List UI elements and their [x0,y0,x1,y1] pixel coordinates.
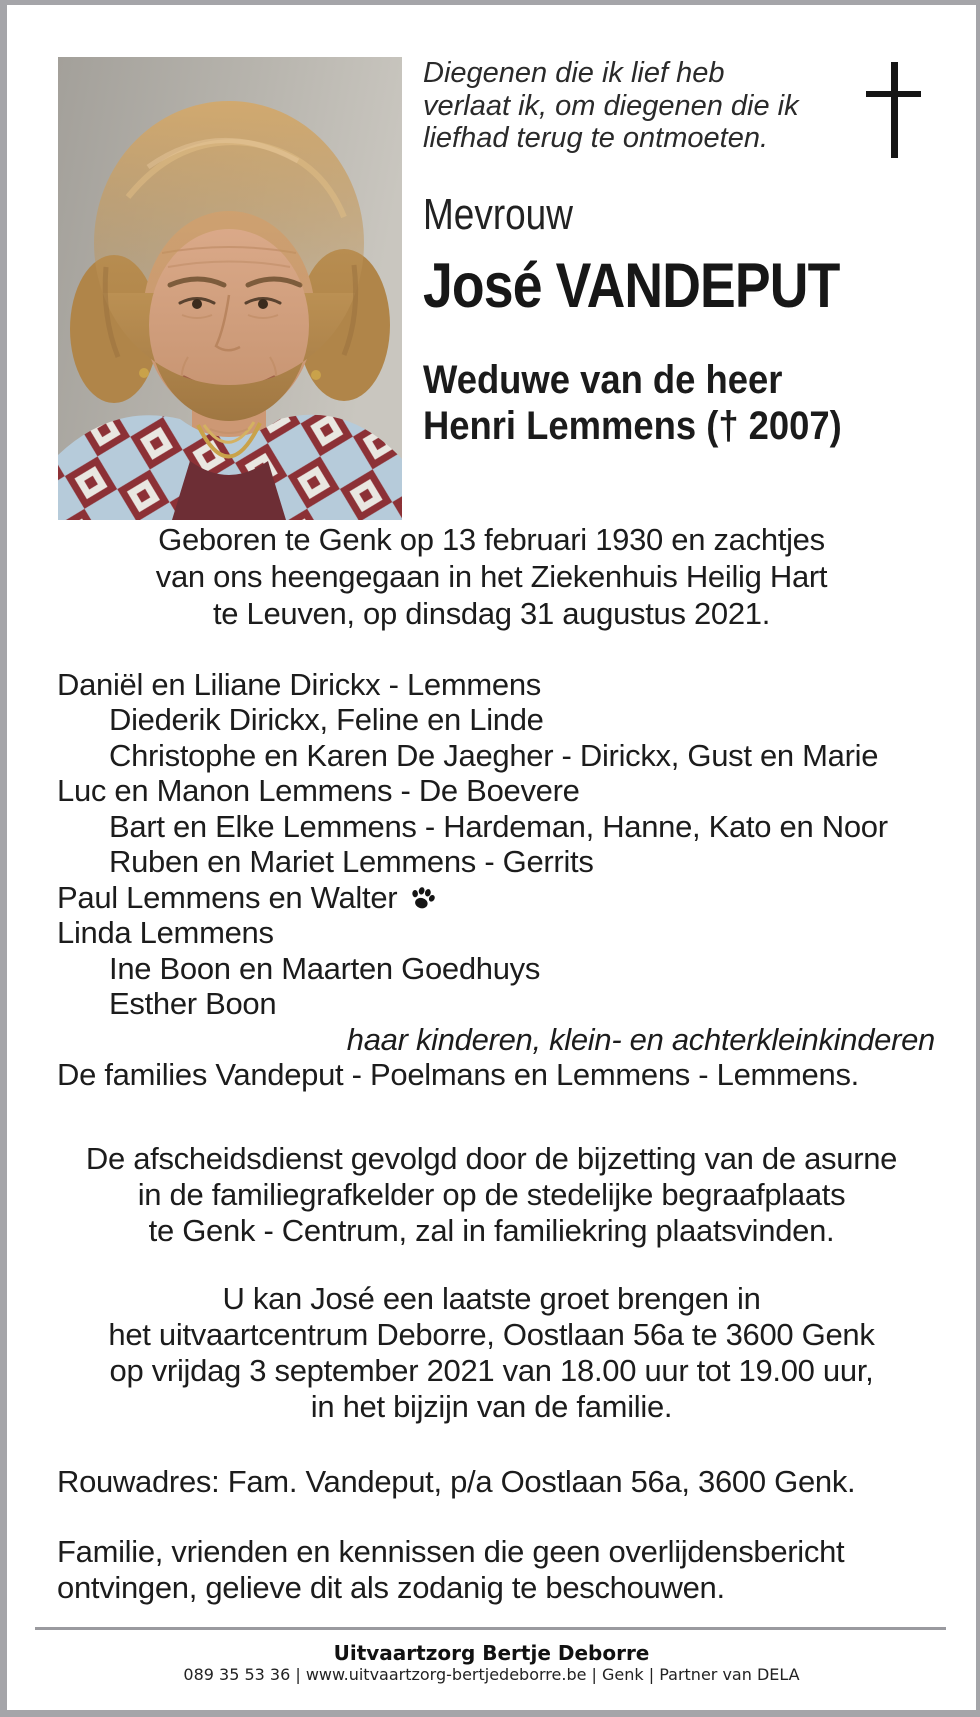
family-name: Ine Boon en Maarten Goedhuys [109,951,541,986]
family-line [57,702,980,738]
family-name: Ruben en Mariet Lemmens - Gerrits [109,844,594,879]
quote-line: verlaat ik, om diegenen die ik [423,89,799,122]
family-line [57,915,957,951]
family-line [57,809,980,845]
notice-line: Familie, vrienden en kennissen die geen overlijdensbericht [57,1534,845,1569]
families-line: De families Vandeput - Poelmans en Lemmens - Lemmens. [57,1057,859,1092]
birth-death-line: Geboren te Genk op 13 februari 1930 en zachtjes [158,522,825,557]
quote [423,57,863,155]
widow-line: Henri Lemmens († 2007) [423,404,842,448]
family-name: Esther Boon [109,986,277,1021]
portrait-photo [58,57,402,520]
family-line [57,667,957,703]
deceased-name: José VANDEPUT [423,251,840,321]
service-line: De afscheidsdienst gevolgd door de bijzetting van de asurne [85,1141,898,1176]
salutation: Mevrouw [423,190,573,239]
family-name: Christophe en Karen De Jaegher - Dirickx, Gust en Marie [109,738,879,773]
service-line: in de familiegrafkelder op de stedelijke begraafplaats [137,1177,846,1212]
family-name: Paul Lemmens en Walter [57,880,398,915]
greeting-line: in het bijzijn van de familie. [310,1389,673,1424]
family-name: Luc en Manon Lemmens - De Boevere [57,773,580,808]
memorial-card [7,5,976,1710]
family-line [57,773,957,809]
funeral-home-name: Uitvaartzorg Bertje Deborre [333,1641,650,1665]
quote-line: Diegenen die ik lief heb [423,57,725,89]
cross-horizontal-bar [866,91,921,97]
family-name: Diederik Dirickx, Feline en Linde [109,702,544,737]
greeting-paragraph [7,1281,976,1425]
footer-divider [35,1627,946,1630]
greeting-line: het uitvaartcentrum Deborre, Oostlaan 56a te 3600 Genk [108,1317,875,1352]
quote-line: liefhad terug te ontmoeten. [423,122,769,154]
service-paragraph [7,1141,976,1249]
family-name: Daniël en Liliane Dirickx - Lemmens [57,667,541,702]
latin-cross-icon [866,62,921,163]
family-line [57,738,980,774]
service-line: te Genk - Centrum, zal in familiekring plaatsvinden. [148,1213,835,1248]
mourning-address: Rouwadres: Fam. Vandeput, p/a Oostlaan 56a, 3600 Genk. [57,1464,856,1499]
birth-death-paragraph [7,521,976,632]
family-line [57,951,980,987]
family-line [57,880,957,916]
family-name: Bart en Elke Lemmens - Hardeman, Hanne, Kato en Noor [109,809,888,844]
greeting-line: op vrijdag 3 september 2021 van 18.00 uur tot 19.00 uur, [109,1353,874,1388]
notice-paragraph [57,1534,844,1605]
family-name: Linda Lemmens [57,915,274,950]
family-line [57,844,980,880]
children-note: haar kinderen, klein- en achterkleinkinderen [346,1022,935,1057]
notice-line: ontvingen, gelieve dit als zodanig te beschouwen. [57,1569,725,1605]
paw-print-icon [409,885,436,912]
cross-vertical-bar [891,62,898,158]
funeral-home-details: 089 35 53 36 | www.uitvaartzorg-bertjedeborre.be | Genk | Partner van DELA [183,1665,800,1684]
greeting-line: U kan José een laatste groet brengen in [222,1281,761,1316]
widow-line: Weduwe van de heer [423,358,783,402]
widow-of-text [423,357,842,449]
birth-death-line: van ons heengegaan in het Ziekenhuis Heilig Hart [155,559,828,594]
birth-death-line: te Leuven, op dinsdag 31 augustus 2021. [212,596,771,631]
family-line [57,986,980,1022]
